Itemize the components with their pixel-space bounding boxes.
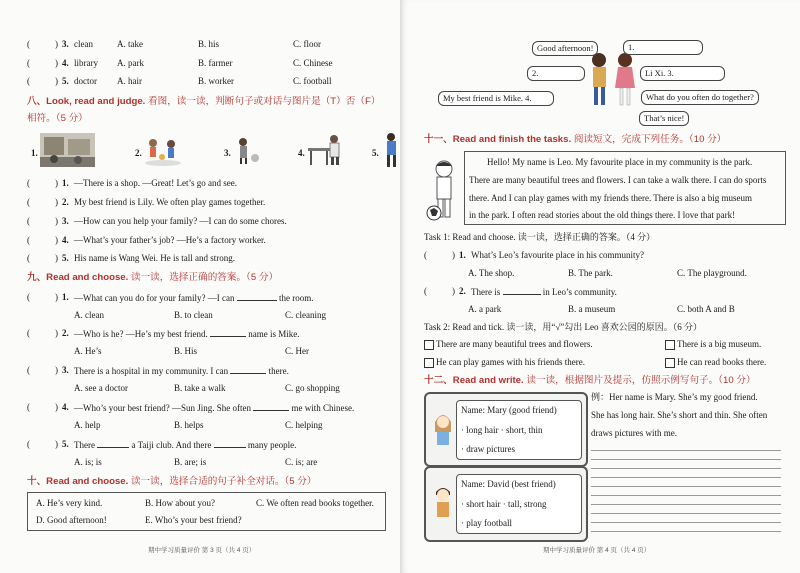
card-line: · play football: [461, 518, 512, 528]
answer-paren[interactable]: ): [55, 292, 58, 302]
family-chores-picture: [233, 136, 261, 166]
answer-paren[interactable]: (: [27, 253, 30, 263]
example-line: draws pictures with me.: [591, 428, 677, 438]
card-line: Name: Mary (good friend): [461, 405, 557, 415]
mary-info-card: [424, 392, 588, 467]
writing-line[interactable]: [591, 477, 781, 478]
reading-passage-box: [464, 151, 786, 225]
kids-playing-picture: [143, 135, 183, 167]
answer-paren[interactable]: (: [27, 216, 30, 226]
item-text: His name is Wang Wei. He is tall and strong.: [74, 253, 235, 263]
writing-line[interactable]: [591, 450, 781, 451]
s10-option: B. How about you?: [145, 498, 215, 508]
item-number: 1.: [62, 292, 69, 302]
option-a: A. hair: [117, 76, 142, 86]
item-text: My best friend is Lily. We often play games together.: [74, 197, 266, 207]
section-8-title: 八、Look, read and judge. 看图，读一读，判断句子或对话与图片是（T）否（F）: [27, 96, 381, 107]
checkbox[interactable]: [424, 358, 434, 368]
answer-paren[interactable]: ): [55, 253, 58, 263]
s10-option: E. Who’s your best friend?: [145, 515, 242, 525]
option-c: C. Her: [285, 346, 309, 356]
option-c: C. both A and B: [677, 304, 735, 314]
answer-blank[interactable]: [97, 439, 129, 448]
answer-paren[interactable]: ): [452, 250, 455, 260]
paren: ): [55, 76, 58, 86]
task-2-heading: Task 2: Read and tick. 读一读，用“√”勾出 Leo 喜欢公园的原因。（6 分）: [424, 322, 703, 332]
option-a: A. help: [74, 420, 101, 430]
option-a: A. see a doctor: [74, 383, 128, 393]
writing-line[interactable]: [591, 468, 781, 469]
paren: ): [55, 39, 58, 49]
item-number: 4.: [62, 58, 69, 68]
s10-option: A. He’s very kind.: [36, 498, 103, 508]
answer-paren[interactable]: (: [27, 235, 30, 245]
option-c: C. floor: [293, 39, 321, 49]
item-number: 5.: [62, 253, 69, 263]
option-a: A. take: [117, 39, 143, 49]
item-number: 4.: [62, 235, 69, 245]
option-b: B. to clean: [174, 310, 213, 320]
tick-item[interactable]: There are many beautiful trees and flowers.: [424, 339, 593, 350]
question-text: There is in Leo’s community.: [471, 287, 617, 297]
speech-bubble: That’s nice!: [639, 111, 689, 126]
page-footer: 期中学习质量评价 第 4 页（共 4 页）: [543, 547, 651, 554]
tall-boy-picture: [382, 132, 400, 168]
answer-blank[interactable]: [503, 286, 541, 295]
answer-bubble[interactable]: 1.: [623, 40, 703, 55]
writing-line[interactable]: [591, 486, 781, 487]
answer-blank[interactable]: [253, 402, 289, 411]
writing-line[interactable]: [591, 495, 781, 496]
answer-paren[interactable]: ): [452, 286, 455, 296]
answer-paren[interactable]: (: [27, 292, 30, 302]
item-number: 2.: [62, 328, 69, 338]
question-text: There is a hospital in my community. I can there.: [74, 366, 289, 376]
section-8-title-cont: 相符。（5 分）: [27, 113, 88, 124]
pic-number: 3.: [224, 148, 231, 158]
page-footer: 期中学习质量评价 第 3 页（共 4 页）: [148, 547, 256, 554]
option-c: C. football: [293, 76, 332, 86]
card-line: · draw pictures: [461, 444, 515, 454]
question-text: —Who is he? —He’s my best friend. name is Mike.: [74, 329, 300, 339]
option-b: B. worker: [198, 76, 234, 86]
speech-bubble: Good afternoon!: [532, 41, 598, 56]
item-number: 1.: [459, 250, 466, 260]
writing-line[interactable]: [591, 459, 781, 460]
answer-blank[interactable]: [210, 328, 246, 337]
option-c: C. cleaning: [285, 310, 326, 320]
answer-paren[interactable]: (: [27, 178, 30, 188]
option-a: A. clean: [74, 310, 104, 320]
pic-number: 1.: [31, 148, 38, 158]
answer-paren[interactable]: ): [55, 328, 58, 338]
david-info-card: [424, 466, 588, 542]
answer-paren[interactable]: (: [27, 439, 30, 449]
right-page: [400, 0, 800, 573]
card-line: · long hair · short, thin: [461, 425, 543, 435]
boy-avatar: [432, 482, 454, 518]
example-line: She has long hair. She’s short and thin. She often: [591, 410, 768, 420]
answer-paren[interactable]: ): [55, 365, 58, 375]
passage-line: in the park. I often read stories about the old things there. I love that park!: [469, 210, 736, 220]
task-1-heading: Task 1: Read and choose. 读一读，选择正确的答案。（4 分）: [424, 232, 656, 242]
option-a: A. He’s: [74, 346, 102, 356]
two-children-picture: [583, 50, 643, 112]
tick-item[interactable]: He can read books there.: [665, 357, 766, 368]
passage-line: There are many beautiful trees and flowers. I can take a walk there. I can do sports: [469, 175, 767, 185]
speech-bubble: What do you often do together?: [641, 90, 759, 105]
item-text: —What’s your father’s job? —He’s a factory worker.: [74, 235, 266, 245]
option-b: B. The park.: [568, 268, 613, 278]
answer-blank[interactable]: [237, 292, 277, 301]
option-b: B. His: [174, 346, 198, 356]
s10-options-box: [27, 492, 386, 531]
option-c: C. Chinese: [293, 58, 333, 68]
girl-avatar: [432, 410, 454, 446]
answer-paren[interactable]: ): [55, 402, 58, 412]
option-b: B. take a walk: [174, 383, 226, 393]
answer-paren[interactable]: (: [27, 197, 30, 207]
option-b: B. farmer: [198, 58, 233, 68]
option-c: C. helping: [285, 420, 323, 430]
answer-paren[interactable]: ): [55, 439, 58, 449]
card-line: · short hair · tall, strong: [461, 499, 547, 509]
option-b: B. his: [198, 39, 220, 49]
option-a: A. is; is: [74, 457, 102, 467]
item-word: library: [74, 58, 98, 68]
section-11-title: 十一、Read and finish the tasks. 阅读短文，完成下列任务。（10 分）: [424, 134, 727, 145]
option-a: A. a park: [468, 304, 502, 314]
answer-paren[interactable]: ): [55, 235, 58, 245]
answer-paren[interactable]: ): [55, 197, 58, 207]
pic-number: 2.: [135, 148, 142, 158]
item-number: 5.: [62, 76, 69, 86]
s10-option: C. We often read books together.: [256, 498, 374, 508]
passage-line: there. And I can play games with my friends there. There is also a big museum: [469, 193, 753, 203]
paren: (: [27, 39, 30, 49]
doctor-picture: [306, 132, 342, 166]
item-text: —How can you help your family? —I can do some chores.: [74, 216, 287, 226]
answer-paren[interactable]: (: [27, 328, 30, 338]
checkbox[interactable]: [424, 340, 434, 350]
answer-paren[interactable]: (: [424, 250, 427, 260]
tick-item[interactable]: There is a big museum.: [665, 339, 761, 350]
s10-option: D. Good afternoon!: [36, 515, 107, 525]
item-number: 1.: [62, 178, 69, 188]
tick-item[interactable]: He can play games with his friends there.: [424, 357, 585, 368]
card-line: Name: David (best friend): [461, 479, 556, 489]
pic-number: 4.: [298, 148, 305, 158]
question-text: What’s Leo’s favourite place in his community?: [471, 250, 644, 260]
section-10-title: 十、Read and choose. 读一读，选择合适的句子补全对话。（5 分）: [27, 476, 317, 487]
answer-paren[interactable]: (: [27, 365, 30, 375]
section-9-title: 九、Read and choose. 读一读，选择正确的答案。（5 分）: [27, 272, 279, 283]
answer-bubble[interactable]: My best friend is Mike. 4.: [438, 91, 554, 106]
david-info: [456, 474, 582, 534]
option-b: B. are; is: [174, 457, 207, 467]
item-number: 2.: [459, 286, 466, 296]
option-a: A. park: [117, 58, 144, 68]
question-text: —What can you do for your family? —I can the room.: [74, 293, 314, 303]
writing-line[interactable]: [591, 522, 781, 523]
item-number: 3.: [62, 216, 69, 226]
answer-paren[interactable]: (: [424, 286, 427, 296]
answer-bubble[interactable]: 2.: [527, 66, 585, 81]
mary-info: [456, 400, 582, 460]
item-number: 2.: [62, 197, 69, 207]
item-word: doctor: [74, 76, 97, 86]
paren: (: [27, 58, 30, 68]
item-number: 3.: [62, 39, 69, 49]
section-12-title: 十二、Read and write. 读一读，根据图片及提示，仿照示例写句子。（10 分）: [424, 375, 756, 386]
option-c: C. The playground.: [677, 268, 747, 278]
passage-line: Hello! My name is Leo. My favourite place in my community is the park.: [487, 157, 753, 167]
item-word: clean: [74, 39, 93, 49]
item-number: 4.: [62, 402, 69, 412]
item-number: 3.: [62, 365, 69, 375]
answer-paren[interactable]: (: [27, 402, 30, 412]
checkbox[interactable]: [665, 340, 675, 350]
answer-blank[interactable]: [214, 439, 246, 448]
paren: (: [27, 76, 30, 86]
example-line: 例：Her name is Mary. She’s my good friend.: [591, 392, 758, 402]
option-a: A. The shop.: [468, 268, 515, 278]
option-c: C. is; are: [285, 457, 318, 467]
answer-paren[interactable]: ): [55, 178, 58, 188]
option-b: B. a museum: [568, 304, 616, 314]
writing-line[interactable]: [591, 513, 781, 514]
writing-line[interactable]: [591, 531, 781, 532]
question-text: —Who’s your best friend? —Sun Jing. She often me with Chinese.: [74, 403, 355, 413]
question-text: There a Taiji club. And there many people.: [74, 440, 297, 450]
option-c: C. go shopping: [285, 383, 340, 393]
shop-street-picture: [40, 133, 95, 167]
item-number: 5.: [62, 439, 69, 449]
answer-paren[interactable]: ): [55, 216, 58, 226]
answer-bubble[interactable]: Li Xi. 3.: [640, 66, 725, 81]
answer-blank[interactable]: [230, 365, 266, 374]
checkbox[interactable]: [665, 358, 675, 368]
writing-line[interactable]: [591, 504, 781, 505]
pic-number: 5.: [372, 148, 379, 158]
leo-picture: [424, 158, 462, 223]
paren: ): [55, 58, 58, 68]
item-text: —There is a shop. —Great! Let’s go and see.: [74, 178, 237, 188]
option-b: B. helps: [174, 420, 204, 430]
